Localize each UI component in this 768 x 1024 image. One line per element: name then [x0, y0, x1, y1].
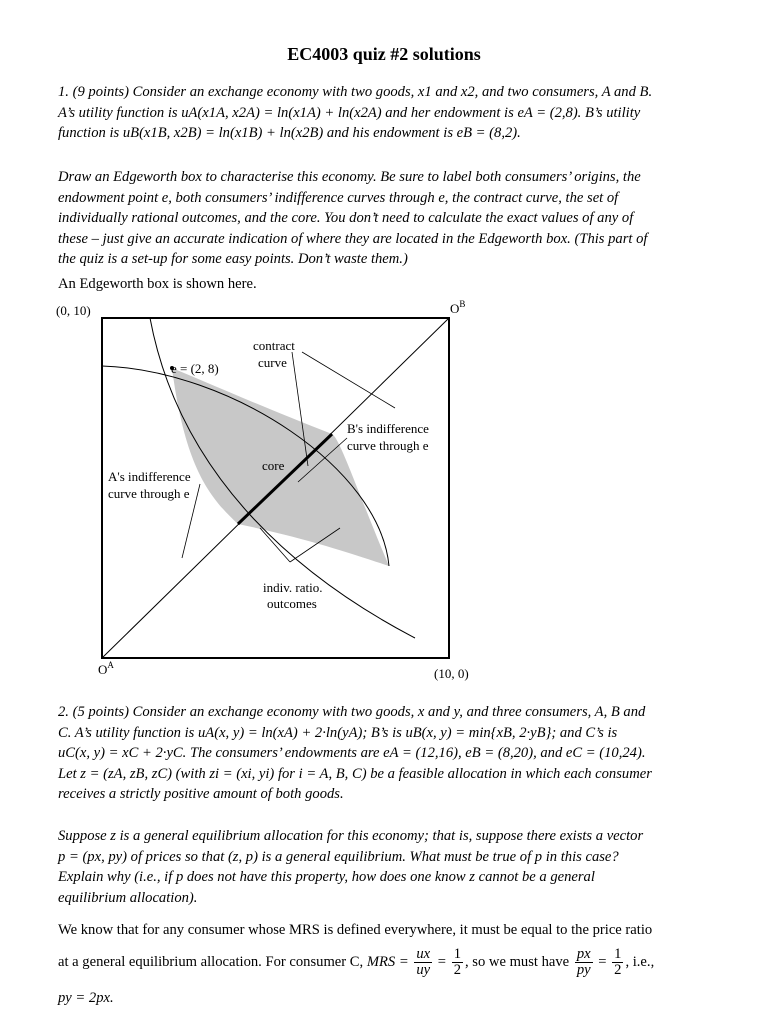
q2-suppose-line-1: Suppose z is a general equilibrium allocation for this economy; that is, suppose there exists a vector — [58, 828, 644, 844]
edgeworth-box-figure — [50, 298, 480, 690]
q1-draw-line-5: the quiz is a set-up for some easy points. Don’t waste them.) — [58, 251, 408, 267]
bottom-right-corner-label: (10, 0) — [434, 666, 469, 681]
q1-draw-line-2: endowment point e, both consumers’ indifference curves through e, the contract curve, the set of — [58, 189, 619, 206]
b-ic-label-2: curve through e — [347, 438, 429, 453]
q1-answer: An Edgeworth box is shown here. — [58, 276, 257, 292]
q2-final-answer: py = 2px. — [58, 989, 114, 1006]
endowment-label: e = (2, 8) — [171, 361, 219, 376]
question-2-suppose — [58, 826, 708, 908]
price-ratio-fraction: $\frac{px}{py}$ — [576, 945, 591, 978]
contract-curve-pointer-2 — [302, 352, 395, 408]
q2-suppose-line-4: equilibrium allocation). — [58, 889, 198, 906]
q2-line-2: C. A’s utility function is uA(x, y) = ln(xA) + 2·ln(yA); B’s is uB(x, y) = min{xB, 2·yB}; and C’s is — [58, 724, 618, 741]
q2-answer-line-2: at a general equilibrium allocation. For consumer C, MRS = $\frac{ux}{uy}$ = $\frac{1}{2}$ , so we must have $\frac{px}{py}$ = $\frac{1}{2}$ , i.e., — [58, 945, 655, 978]
ir-label-2: outcomes — [267, 596, 317, 611]
b-ic-label-1: B's indifference — [347, 421, 429, 436]
q2-answer — [58, 920, 708, 1008]
q2-line-3: uC(x, y) = xC + 2·yC. The consumers’ endowments are eA = (12,16), eB = (8,20), and eC = (10,24). — [58, 745, 646, 761]
q2-answer-line-1: We know that for any consumer whose MRS is defined everywhere, it must be equal to the price ratio — [58, 922, 653, 938]
q1-draw-line-1: Draw an Edgeworth box to characterise this economy. Be sure to label both consumers’ origins, the — [58, 169, 641, 185]
question-1-statement — [58, 82, 708, 144]
question-1-instructions — [58, 167, 708, 270]
top-left-corner-label: (0, 10) — [56, 303, 91, 318]
a-ic-label-2: curve through e — [108, 486, 190, 501]
origin-b-label: $O^B$ — [450, 299, 466, 316]
ir-label-1: indiv. ratio. — [263, 580, 323, 595]
q2-suppose-line-3: Explain why (i.e., if p does not have this property, how does one know z cannot be a general — [58, 869, 595, 885]
page-title: EC4003 quiz #2 solutions — [287, 44, 481, 64]
a-ic-label-1: A's indifference — [108, 469, 191, 484]
q2-line-5: receives a strictly positive amount of both goods. — [58, 786, 344, 802]
contract-curve-label-1: contract — [253, 338, 295, 353]
question-2-statement — [58, 702, 708, 805]
contract-curve-label-2: curve — [258, 355, 287, 370]
half-fraction: $\frac{1}{2}$ — [453, 945, 461, 978]
q1-draw-line-3: individually rational outcomes, and the core. You don’t need to calculate the exact values of any of — [58, 210, 634, 226]
q2-line-4: Let z = (zA, zB, zC) (with zi = (xi, yi) for i = A, B, C) be a feasible allocation in which each consumer — [58, 765, 652, 782]
q1-line-3: function is uB(x1B, x2B) = ln(x1B) + ln(x2B) and his endowment is eB = (8,2). — [58, 125, 521, 141]
q2-suppose-line-2: p = (px, py) of prices so that (z, p) is a general equilibrium. What must be true of p in this case? — [58, 848, 619, 865]
mrs-fraction: $\frac{ux}{uy}$ — [416, 945, 431, 978]
origin-a-label: $O^A$ — [98, 660, 114, 677]
half-fraction-2: $\frac{1}{2}$ — [614, 945, 622, 978]
q1-line-1: 1. (9 points) Consider an exchange economy with two goods, x1 and x2, and two consumers, A and B. — [58, 84, 653, 100]
core-label: core — [262, 458, 285, 473]
q1-draw-line-4: these – just give an accurate indication of where they are located in the Edgeworth box. (This part of — [58, 230, 648, 247]
q2-line-1: 2. (5 points) Consider an exchange economy with two goods, x and y, and three consumers, A, B and — [58, 704, 646, 720]
q1-line-2: A’s utility function is uA(x1A, x2A) = ln(x1A) + ln(x2A) and her endowment is eA = (2,8). B’s utility — [58, 104, 641, 121]
